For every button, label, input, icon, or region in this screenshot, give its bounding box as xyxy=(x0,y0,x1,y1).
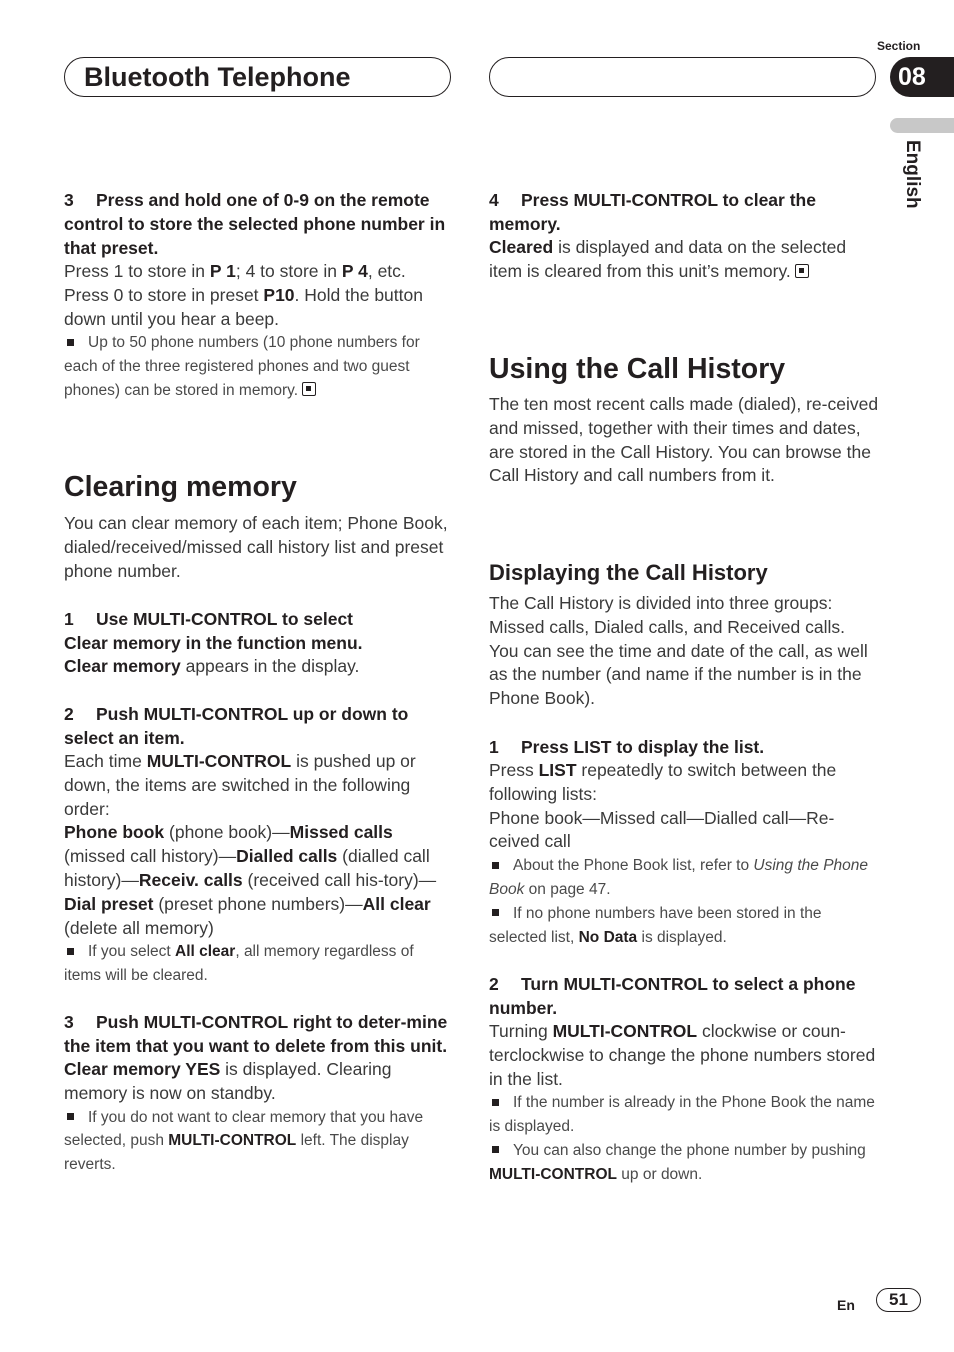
clearing-step-2: 2 Push MULTI-CONTROL up or down to select an item. Each time MULTI-CONTROL is pushed up or down, the items are switched in the following order: Phone book (phone book)—Missed calls (missed call history)—Dialled calls (dialled call history)—Receiv. calls (received call his-tory)—Dial preset (preset phone numbers)—All clear (delete all memory) If you select All clear, all memory regardless of items will be cleared. xyxy=(64,704,437,985)
footer-language: En xyxy=(837,1297,855,1313)
language-tab xyxy=(890,118,954,133)
bullet-icon xyxy=(492,862,499,869)
section-label: Section xyxy=(877,39,921,53)
end-mark-icon xyxy=(795,264,809,278)
step-3-body: Press 1 to store in P 1; 4 to store in P 4, etc. Press 0 to store in preset P10. Hold the button down until you hear a beep. Up to 50 phone numbers (10 phone numbers for each of the three registered phones and two guest phones) can be stored in memory. xyxy=(64,261,423,399)
header-blank-frame xyxy=(489,57,876,97)
displaying-call-history-title: Displaying the Call History xyxy=(489,560,768,585)
step-3-heading: 3 Press and hold one of 0-9 on the remote control to store the selected phone number in that preset. xyxy=(64,190,446,258)
language-label: English xyxy=(902,140,923,209)
history-step-1: 1 Press LIST to display the list. Press LIST repeatedly to switch between the following lists: Phone book—Missed call—Dialled call—Re-ceived call About the Phone Book list, refer to Using the Phone Book on page 47. If no phone numbers have been stored in the selected list, No Data is displayed. xyxy=(489,737,869,946)
bullet-icon xyxy=(67,339,74,346)
clearing-step-3: 3 Push MULTI-CONTROL right to deter-mine the item that you want to delete from this unit. Clear memory YES is displayed. Clearing memory is now on standby. If you do not want to clear memory that you have selected, push MULTI-CONTROL left. The display reverts. xyxy=(64,1012,448,1174)
page-header-title: Bluetooth Telephone xyxy=(84,62,351,92)
bullet-icon xyxy=(492,1146,499,1153)
clearing-memory-intro: You can clear memory of each item; Phone Book, dialed/received/missed call history list and preset phone number. xyxy=(64,513,448,581)
clearing-memory-title: Clearing memory xyxy=(64,471,297,503)
displaying-call-history-intro: The Call History is divided into three groups: Missed calls, Dialed calls, and Received calls. You can see the time and date of the call, as well as the number (and name if the number is in the Phone Book). xyxy=(489,593,868,709)
call-history-intro: The ten most recent calls made (dialed), re-ceived and missed, together with their times and dates, are stored in the Call History. You can browse the Call History and call numbers from it. xyxy=(489,394,879,486)
history-step-2: 2 Turn MULTI-CONTROL to select a phone number. Turning MULTI-CONTROL clockwise or coun-terclockwise to change the phone numbers stored in the list. If the number is already in the Phone Book the name is displayed. You can also change the phone number by pushing MULTI-CONTROL up or down. xyxy=(489,974,876,1183)
call-history-title: Using the Call History xyxy=(489,353,786,385)
bullet-icon xyxy=(492,1099,499,1106)
bullet-icon xyxy=(67,948,74,955)
bullet-icon xyxy=(67,1113,74,1120)
step-4: 4 Press MULTI-CONTROL to clear the memory. Cleared is displayed and data on the selected item is cleared from this unit’s memory. xyxy=(489,190,847,281)
section-number-badge: 08 xyxy=(890,57,954,97)
page-number: 51 xyxy=(876,1288,921,1312)
bullet-icon xyxy=(492,909,499,916)
clearing-step-1: 1 Use MULTI-CONTROL to select Clear memory in the function menu. Clear memory appears in the display. xyxy=(64,609,363,676)
end-mark-icon xyxy=(302,382,316,396)
